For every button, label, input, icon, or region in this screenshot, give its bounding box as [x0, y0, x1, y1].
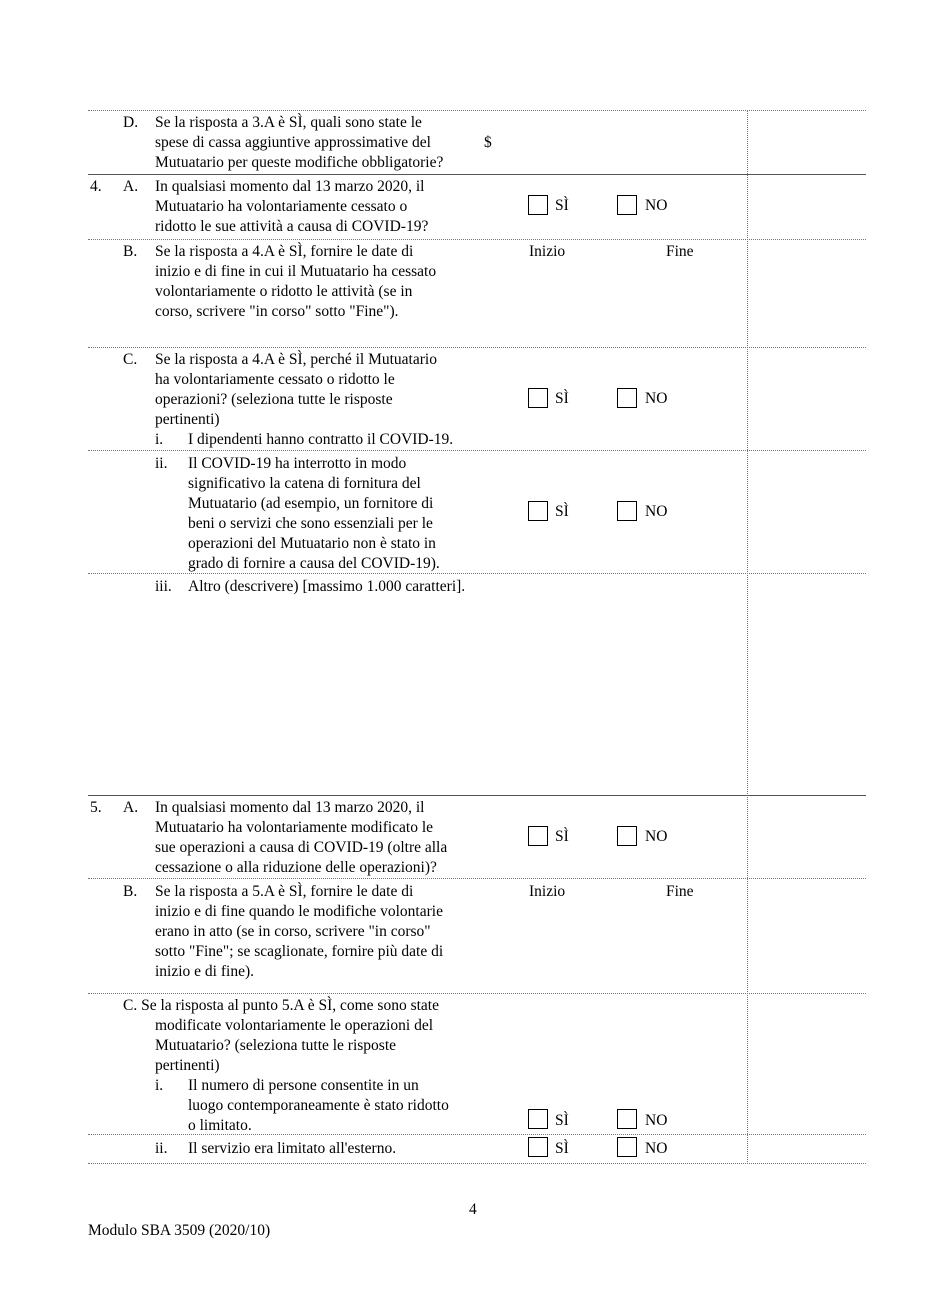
yes-checkbox[interactable]: [528, 501, 548, 521]
sub-item-text: o limitato.: [188, 1117, 252, 1134]
yes-checkbox[interactable]: [528, 1137, 548, 1157]
question-text: sotto "Fine"; se scaglionate, fornire più date di: [155, 943, 444, 960]
row-divider: [88, 110, 866, 111]
question-text: spese di cassa aggiuntive approssimative del: [155, 134, 431, 151]
row-divider: [88, 450, 866, 451]
sub-item-text: Altro (descrivere) [massimo 1.000 caratteri].: [188, 578, 466, 595]
yes-label: SÌ: [555, 503, 569, 520]
sub-item-text: Il numero di persone consentite in un: [188, 1077, 419, 1094]
no-checkbox[interactable]: [617, 826, 637, 846]
yes-checkbox[interactable]: [528, 1109, 548, 1129]
row-divider: [88, 347, 866, 348]
sub-item-text: luogo contemporaneamente è stato ridotto: [188, 1097, 449, 1114]
question-text: ha volontariamente cessato o ridotto le: [155, 371, 395, 388]
sub-item-text: grado di fornire a causa del COVID-19).: [188, 555, 440, 572]
question-letter: A.: [123, 178, 139, 195]
no-label: NO: [645, 390, 668, 407]
question-letter: D.: [123, 114, 139, 131]
no-label: NO: [645, 1112, 668, 1129]
question-text: Mutuatario ha volontariamente modificato le: [155, 819, 434, 836]
question-number: 5.: [90, 799, 102, 816]
no-label: NO: [645, 1140, 668, 1157]
question-text: ridotto le sue attività a causa di COVID-19?: [155, 218, 429, 235]
question-letter: B.: [123, 883, 138, 900]
question-letter: B.: [123, 243, 138, 260]
no-checkbox[interactable]: [617, 195, 637, 215]
start-date-label: Inizio: [529, 883, 566, 900]
question-text: pertinenti): [155, 1057, 220, 1074]
column-divider: [747, 110, 748, 1164]
question-text: In qualsiasi momento dal 13 marzo 2020, il: [155, 799, 425, 816]
yes-label: SÌ: [555, 828, 569, 845]
question-text: inizio e di fine in cui il Mutuatario ha cessato: [155, 263, 437, 280]
question-text: C. Se la risposta al punto 5.A è SÌ, come sono state: [123, 997, 439, 1014]
question-text: Mutuatario? (seleziona tutte le risposte: [155, 1037, 397, 1054]
row-divider: [88, 174, 866, 175]
sub-item-text: I dipendenti hanno contratto il COVID-19.: [188, 431, 454, 448]
no-checkbox[interactable]: [617, 1137, 637, 1157]
question-text: inizio e di fine quando le modifiche volontarie: [155, 903, 443, 920]
sub-item-number: iii.: [155, 578, 172, 595]
yes-label: SÌ: [555, 197, 569, 214]
currency-sign: $: [484, 134, 492, 151]
row-divider: [88, 239, 866, 240]
yes-label: SÌ: [555, 1112, 569, 1129]
question-text: Se la risposta a 5.A è SÌ, fornire le date di: [155, 883, 414, 900]
end-date-label: Fine: [666, 883, 694, 900]
row-divider: [88, 878, 866, 879]
question-text: corso, scrivere "in corso" sotto "Fine").: [155, 303, 399, 320]
sub-item-text: significativo la catena di fornitura del: [188, 475, 421, 492]
yes-checkbox[interactable]: [528, 388, 548, 408]
question-text: pertinenti): [155, 411, 220, 428]
yes-checkbox[interactable]: [528, 826, 548, 846]
sub-item-text: operazioni del Mutuatario non è stato in: [188, 535, 436, 552]
sub-item-text: Il servizio era limitato all'esterno.: [188, 1140, 397, 1157]
end-date-label: Fine: [666, 243, 694, 260]
sub-item-number: i.: [155, 431, 164, 448]
row-divider: [88, 993, 866, 994]
question-text: Mutuatario per queste modifiche obbligatorie?: [155, 154, 444, 171]
question-text: cessazione o alla riduzione delle operazioni)?: [155, 859, 437, 876]
question-number: 4.: [90, 178, 102, 195]
page-number: 4: [469, 1201, 477, 1218]
sub-item-number: i.: [155, 1077, 164, 1094]
sub-item-number: ii.: [155, 1140, 168, 1157]
yes-label: SÌ: [555, 1140, 569, 1157]
question-text: Mutuatario ha volontariamente cessato o: [155, 198, 408, 215]
no-checkbox[interactable]: [617, 388, 637, 408]
question-letter: C.: [123, 351, 138, 368]
sub-item-number: ii.: [155, 455, 168, 472]
question-letter: A.: [123, 799, 139, 816]
question-text: operazioni? (seleziona tutte le risposte: [155, 391, 393, 408]
question-text: Se la risposta a 4.A è SÌ, perché il Mutuatario: [155, 351, 437, 368]
sub-item-text: Mutuatario (ad esempio, un fornitore di: [188, 495, 434, 512]
question-text: Se la risposta a 3.A è SÌ, quali sono state le: [155, 114, 422, 131]
no-label: NO: [645, 197, 668, 214]
row-divider: [88, 795, 866, 796]
question-text: Se la risposta a 4.A è SÌ, fornire le date di: [155, 243, 414, 260]
no-checkbox[interactable]: [617, 1109, 637, 1129]
question-text: modificate volontariamente le operazioni del: [155, 1017, 434, 1034]
question-text: volontariamente o ridotto le attività (se in: [155, 283, 413, 300]
question-text: inizio e di fine).: [155, 963, 254, 980]
question-text: In qualsiasi momento dal 13 marzo 2020, il: [155, 178, 425, 195]
no-label: NO: [645, 828, 668, 845]
question-text: sue operazioni a causa di COVID-19 (oltre alla: [155, 839, 448, 856]
yes-label: SÌ: [555, 390, 569, 407]
question-text: erano in atto (se in corso, scrivere "in corso": [155, 923, 431, 940]
form-identifier: Modulo SBA 3509 (2020/10): [88, 1222, 271, 1239]
sub-item-text: Il COVID-19 ha interrotto in modo: [188, 455, 407, 472]
row-divider: [88, 1163, 866, 1164]
no-checkbox[interactable]: [617, 501, 637, 521]
no-label: NO: [645, 503, 668, 520]
sub-item-text: beni o servizi che sono essenziali per le: [188, 515, 433, 532]
start-date-label: Inizio: [529, 243, 566, 260]
yes-checkbox[interactable]: [528, 195, 548, 215]
